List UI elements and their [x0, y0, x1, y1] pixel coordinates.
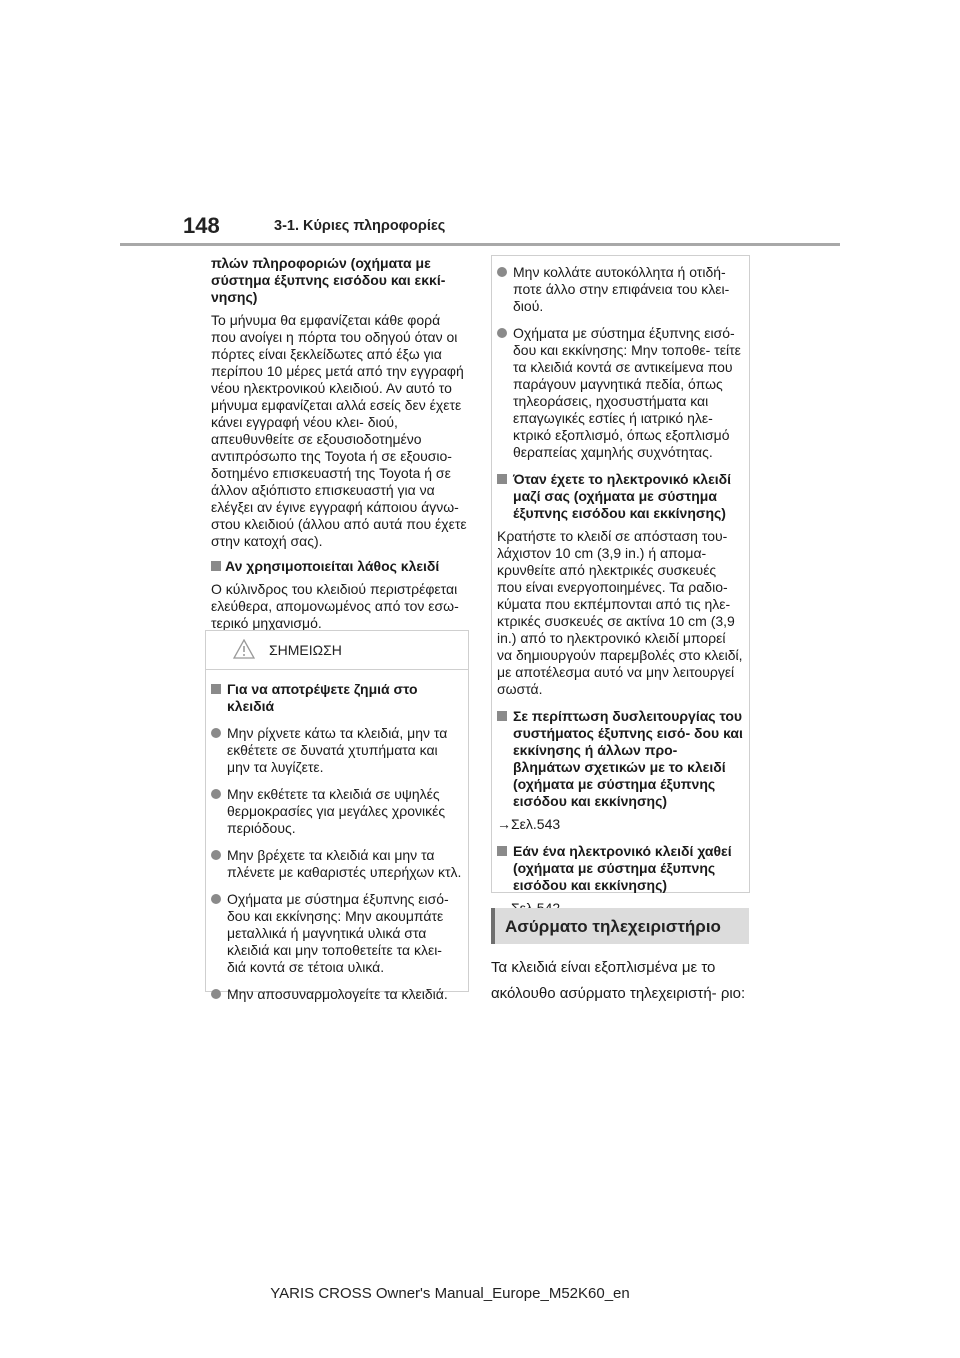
round-bullet-icon	[211, 850, 221, 860]
notice-continued-content	[497, 264, 743, 917]
continued-heading: πλών πληροφοριών (οχήματα με σύστημα έξυπνης εισόδου και εκκί- νησης)	[211, 255, 446, 305]
footer-text: YARIS CROSS Owner's Manual_Europe_M52K60_en	[270, 1285, 630, 1302]
square-bullet-icon	[211, 561, 221, 571]
section-heading-wireless-remote	[491, 908, 749, 944]
round-bullet-icon	[211, 894, 221, 904]
paragraph-new-key-message: Το μήνυμα θα εμφανίζεται κάθε φορά που ανοίγει η πόρτα του οδηγού όταν οι πόρτες είναι ξεκλείδωτες από έξω για περίπου 10 μέρες μετά από την εγγραφή νέου ηλεκτρονικού κλειδιού. Αν αυτό το μήνυμα εμφανίζεται αλλά εσείς δεν έχετε κάνει εγγραφή νέου κλει- διού, απευθυνθείτε σε εξουσιοδοτημένο αντιπρόσωπο της Toyota ή σε εξουσιο- δοτημένο επισκευαστή της Toyota ή σε άλλον αξιόπιστο επισκευαστή για να ελέγξει αν έγινε εγγραφή κάποιου άγνω- στου κλειδιού (άλλου από αυτά που έχετε στην κατοχή σας).	[211, 312, 467, 549]
wireless-remote-intro: Τα κλειδιά είναι εξοπλισμένα με το ακόλουθο ασύρματο τηλεχειριστή- ριο:	[491, 959, 746, 1002]
notice-bullet: Μην αποσυναρμολογείτε τα κλειδιά.	[211, 986, 463, 1003]
notice-bullet: Οχήματα με σύστημα έξυπνης εισό- δου και εκκίνησης: Μην τοποθε- τείτε τα κλειδιά κοντά σε αντικείμενα που παράγουν μαγνητικά πεδία, όπως τηλεοράσεις, ηχοσυστήματα και επαγωγικές εστίες ή ιατρικό ηλε- κτρικό εξοπλισμό, όπως εξοπλισμό θεραπείας χαμηλής συχνότητας.	[497, 325, 743, 461]
notice-bullet: Μην ρίχνετε κάτω τα κλειδιά, μην τα εκθέτετε σε δυνατά χτυπήματα και μην τα λυγίζετε.	[211, 725, 463, 776]
heading-accent	[491, 908, 495, 944]
heading-smart-key: Όταν έχετε το ηλεκτρονικό κλειδί μαζί σας (οχήματα με σύστημα έξυπνης εισόδου και εκκίνησης)	[497, 471, 743, 522]
page-footer	[0, 1285, 960, 1302]
notice-header	[206, 631, 468, 670]
paragraph-wrong-key: Ο κύλινδρος του κλειδιού περιστρέφεται ελεύθερα, απομονωμένος από τον εσω- τερικό μηχανισμό.	[211, 581, 459, 631]
notice-bullet: Μην κολλάτε αυτοκόλλητα ή οτιδή- ποτε άλλο στην επιφάνεια του κλει- διού.	[497, 264, 743, 315]
round-bullet-icon	[211, 728, 221, 738]
round-bullet-icon	[211, 789, 221, 799]
notice-heading: Για να αποτρέψετε ζημιά στο κλειδιά	[211, 681, 463, 715]
page-header	[0, 0, 960, 280]
page-number: 148	[183, 213, 220, 238]
square-bullet-icon	[497, 711, 507, 721]
warning-triangle-icon	[233, 639, 255, 659]
notice-bullet: Μην εκθέτετε τα κλειδιά σε υψηλές θερμοκρασίες για μεγάλες χρονικές περιόδους.	[211, 786, 463, 837]
heading-malfunction: Σε περίπτωση δυσλειτουργίας του συστήματος έξυπνης εισό- δου και εκκίνησης ή άλλων προ- βλημάτων σχετικών με το κλειδί (οχήματα με σύστημα έξυπνης εισόδου και εκκίνησης)	[497, 708, 743, 810]
heading-lost-key: Εάν ένα ηλεκτρονικό κλειδί χαθεί (οχήματα με σύστημα έξυπνης εισόδου και εκκίνησης)	[497, 843, 743, 894]
notice-bullet: Οχήματα με σύστημα έξυπνης εισό- δου και εκκίνησης: Μην ακουμπάτε μεταλλικά ή μαγνητικά υλικά στα κλειδιά και μην τοποθετείτε τα κλει- διά κοντά σε τέτοια υλικά.	[211, 891, 463, 976]
heading-wrong-key: Αν χρησιμοποιείται λάθος κλειδί	[211, 558, 473, 575]
section-title: 3-1. Κύριες πληροφορίες	[274, 218, 446, 234]
round-bullet-icon	[211, 989, 221, 999]
notice-bullet: Μην βρέχετε τα κλειδιά και μην τα πλένετε με καθαριστές υπερήχων κτλ.	[211, 847, 463, 881]
notice-box	[205, 630, 469, 1002]
square-bullet-icon	[497, 474, 507, 484]
round-bullet-icon	[497, 328, 507, 338]
page-reference-link[interactable]: →Σελ.543	[497, 816, 561, 832]
header-rule	[120, 243, 840, 246]
square-bullet-icon	[211, 684, 221, 694]
left-column	[211, 255, 473, 632]
paragraph-smart-key: Κρατήστε το κλειδί σε απόσταση του- λάχιστον 10 cm (3,9 in.) ή απομα- κρυνθείτε από ηλεκτρικές συσκευές που είναι ενεργοποιημένες. Τα ραδιο- κύματα που εκπέμπονται από τις ηλε- κτρικές συσκευές σε ακτίνα 10 cm (3,9 in.) από το ηλεκτρονικό κλειδί μπορεί να δημιουργούν παρεμβολές στο κλειδί, με αποτέλεσμα αυτό να μην λειτουργεί σωστά.	[497, 528, 743, 697]
notice-content	[211, 681, 463, 1003]
notice-box-continued	[491, 255, 750, 893]
notice-title: ΣΗΜΕΙΩΣΗ	[269, 642, 342, 658]
round-bullet-icon	[497, 267, 507, 277]
section-heading-text: Ασύρματο τηλεχειριστήριο	[505, 917, 721, 936]
square-bullet-icon	[497, 846, 507, 856]
